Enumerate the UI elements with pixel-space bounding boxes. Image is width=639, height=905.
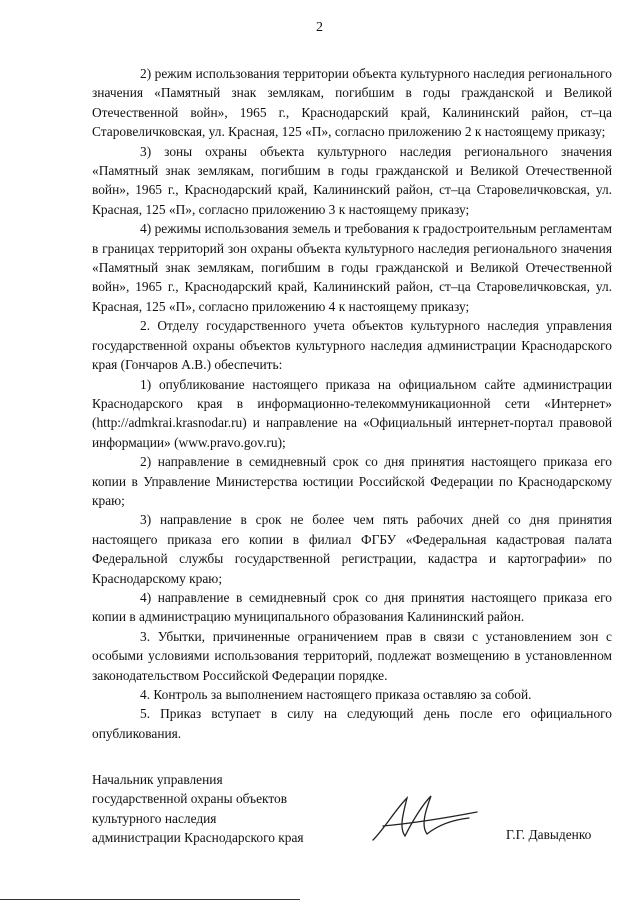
signatory-position-line: государственной охраны объектов [92,791,288,807]
signatory-name: Г.Г. Давыденко [506,827,592,842]
paragraph: 4. Контроль за выполнением настоящего приказа оставляю за собой. [140,687,532,702]
paragraph: 3) зоны охраны объекта культурного наследия регионального значения «Памятный знак землякам, погибшим в годы гражданской и Великой Отечественной войн», 1965 г., Краснодарский край, Калининский район, ст–ца Старовеличковская, ул. Красная, 125 «П», согласно приложению 3 к настоящему приказу; [92,143,612,217]
handwritten-signature [365,790,485,850]
paragraph: 3. Убытки, причиненные ограничением прав в связи с установлением зон с особыми условиями использования территорий, подлежат возмещению в установленном законодательством Российской Федерации порядке. [92,628,612,683]
paragraph: 3) направление в срок не более чем пять рабочих дней со дня принятия настоящего приказа его копии в филиал ФГБУ «Федеральная кадастровая палата Федеральной службы государственной регистрации, кадастра и картографии» по Краснодарскому краю; [92,512,612,586]
page-number: 2 [316,20,323,35]
paragraph: 4) режимы использования земель и требования к градостроительным регламентам в границах территорий зон охраны объекта культурного наследия регионального значения «Памятный знак землякам, погибшим в годы гражданской и Великой Отечественной войн», 1965 г., Краснодарский край, Калининский район, ст–ца Старовеличковская, ул. Красная, 125 «П», согласно приложению 4 к настоящему приказу; [92,221,612,314]
signatory-position-line: администрации Краснодарского края [92,830,304,846]
footer-divider [0,899,300,900]
signatory-position-line: культурного наследия [92,810,217,826]
paragraph: 2) режим использования территории объекта культурного наследия регионального значения «Памятный знак землякам, погибшим в годы гражданской и Великой Отечественной войн», 1965 г., Краснодарский край, Калининский район, ст–ца Старовеличковская, ул. Красная, 125 «П», согласно приложению 2 к настоящему приказу; [92,66,612,140]
paragraph: 2. Отделу государственного учета объектов культурного наследия управления государственной охраны объектов культурного наследия администрации Краснодарского края (Гончаров А.В.) обеспечить: [92,318,612,373]
paragraph: 4) направление в семидневный срок со дня принятия настоящего приказа его копии в администрацию муниципального образования Калининский район. [92,589,612,625]
paragraph: 5. Приказ вступает в силу на следующий день после его официального опубликования. [92,706,612,741]
signatory-position [92,770,304,848]
paragraph: 2) направление в семидневный срок со дня принятия настоящего приказа его копии в Управление Министерства юстиции Российской Федерации по Краснодарскому краю; [92,454,612,508]
document-body [92,64,612,743]
paragraph: 1) опубликование настоящего приказа на официальном сайте администрации Краснодарского края в информационно-телекоммуникационной сети «Интернет» (http://admkrai.krasnodar.ru) и направление на «Официальный интернет-портал правовой информации» (www.pravo.gov.ru); [92,376,612,450]
signatory-position-line: Начальник управления [92,772,223,787]
